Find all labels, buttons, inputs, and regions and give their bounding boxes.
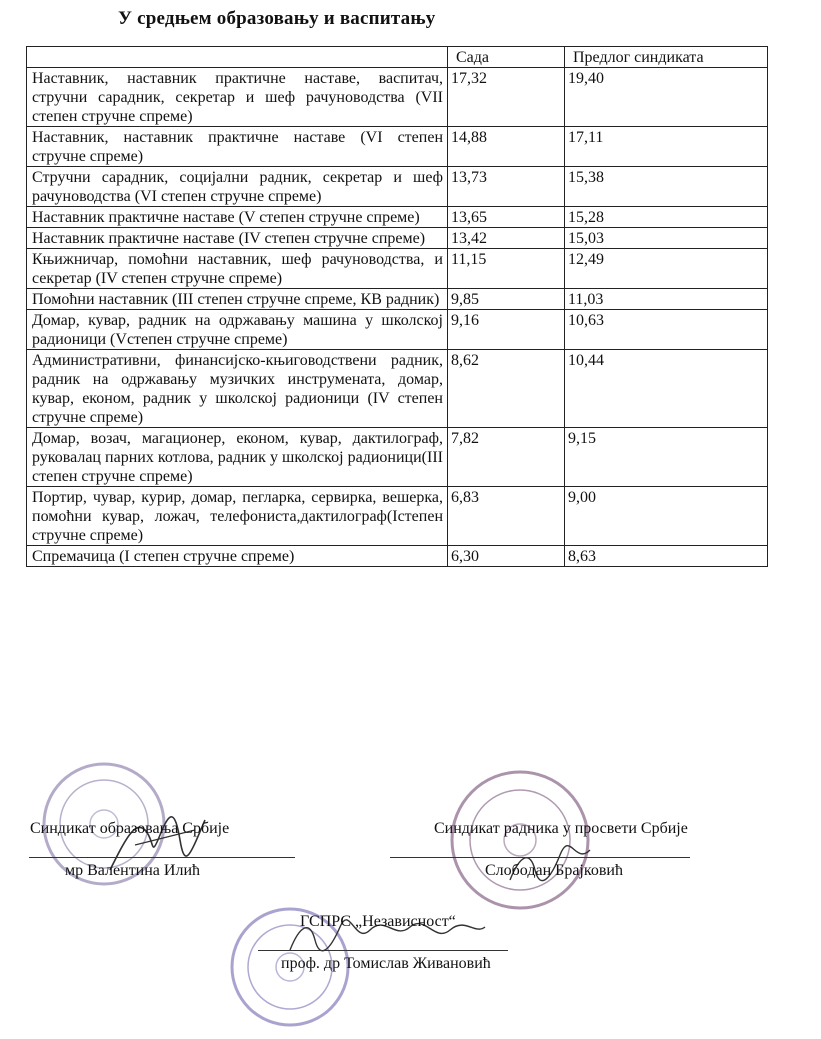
row-proposal-value: 9,15 [565, 428, 768, 487]
center-signature-line [258, 950, 508, 951]
row-proposal-value: 15,28 [565, 207, 768, 228]
row-now-value: 9,85 [448, 289, 565, 310]
row-proposal-value: 12,49 [565, 249, 768, 289]
row-now-value: 8,62 [448, 350, 565, 428]
table-row [27, 68, 768, 127]
right-signature-org: Синдикат радника у просвети Србије [434, 820, 688, 837]
page-title: У средњем образовању и васпитању [118, 8, 436, 29]
header-description [27, 47, 448, 68]
row-proposal-value: 11,03 [565, 289, 768, 310]
row-now-value: 13,73 [448, 167, 565, 207]
row-description: Књижничар, помоћни наставник, шеф рачуноводства, и секретар (IV степен стручне спреме) [27, 249, 448, 289]
row-now-value: 6,30 [448, 546, 565, 567]
table-row [27, 207, 768, 228]
table-row [27, 289, 768, 310]
row-proposal-value: 15,03 [565, 228, 768, 249]
row-proposal-value: 10,63 [565, 310, 768, 350]
row-description: Наставник практичне наставе (V степен стручне спреме) [27, 207, 448, 228]
left-signature-org: Синдикат образовања Србије [30, 820, 230, 837]
row-now-value: 9,16 [448, 310, 565, 350]
row-now-value: 14,88 [448, 127, 565, 167]
table-row [27, 310, 768, 350]
header-now: Сада [448, 47, 565, 68]
row-now-value: 11,15 [448, 249, 565, 289]
row-description: Административни, финансијско-књиговодствени радник, радник на одржавању музичких инструмената, домар, кувар, економ, радник у школској радионици (IV степен стручне спреме) [27, 350, 448, 428]
right-signature-name: Слободан Брајковић [485, 862, 623, 879]
center-signature-name: проф. др Томислав Живановић [281, 955, 491, 972]
table-row [27, 249, 768, 289]
row-proposal-value: 19,40 [565, 68, 768, 127]
row-proposal-value: 9,00 [565, 487, 768, 546]
table-row [27, 127, 768, 167]
row-proposal-value: 17,11 [565, 127, 768, 167]
row-description: Стручни сарадник, социјални радник, секретар и шеф рачуноводства (VI степен стручне спреме) [27, 167, 448, 207]
row-now-value: 13,65 [448, 207, 565, 228]
left-signature-line [29, 857, 295, 858]
table-row [27, 546, 768, 567]
salary-coefficient-table [26, 46, 768, 567]
row-now-value: 6,83 [448, 487, 565, 546]
row-proposal-value: 10,44 [565, 350, 768, 428]
table-row [27, 428, 768, 487]
left-signature-name: мр Валентина Илић [65, 862, 201, 879]
table-row [27, 167, 768, 207]
row-description: Портир, чувар, курир, домар, пегларка, сервирка, вешерка, помоћни кувар, ложач, телефониста,дактилограф(Iстепен стручне спреме) [27, 487, 448, 546]
row-description: Спремачица (I степен стручне спреме) [27, 546, 448, 567]
row-now-value: 17,32 [448, 68, 565, 127]
table-row [27, 228, 768, 249]
row-proposal-value: 15,38 [565, 167, 768, 207]
table-header-row [27, 47, 768, 68]
row-description: Наставник, наставник практичне наставе, васпитач, стручни сарадник, секретар и шеф рачуноводства (VII степен стручне спреме) [27, 68, 448, 127]
row-description: Наставник практичне наставе (IV степен стручне спреме) [27, 228, 448, 249]
row-description: Наставник, наставник практичне наставе (VI степен стручне спреме) [27, 127, 448, 167]
table-row [27, 487, 768, 546]
header-proposal: Предлог синдиката [565, 47, 768, 68]
row-description: Помоћни наставник (III степен стручне спреме, КВ радник) [27, 289, 448, 310]
row-description: Домар, кувар, радник на одржавању машина у школској радионици (Vстепен стручне спреме) [27, 310, 448, 350]
row-proposal-value: 8,63 [565, 546, 768, 567]
table-row [27, 350, 768, 428]
row-description: Домар, возач, магационер, економ, кувар, дактилограф, руковалац парних котлова, радник у школској радионици(III степен стручне спреме) [27, 428, 448, 487]
row-now-value: 13,42 [448, 228, 565, 249]
right-signature-line [390, 857, 690, 858]
row-now-value: 7,82 [448, 428, 565, 487]
center-signature-org: ГСПРС „Независност“ [300, 913, 456, 930]
